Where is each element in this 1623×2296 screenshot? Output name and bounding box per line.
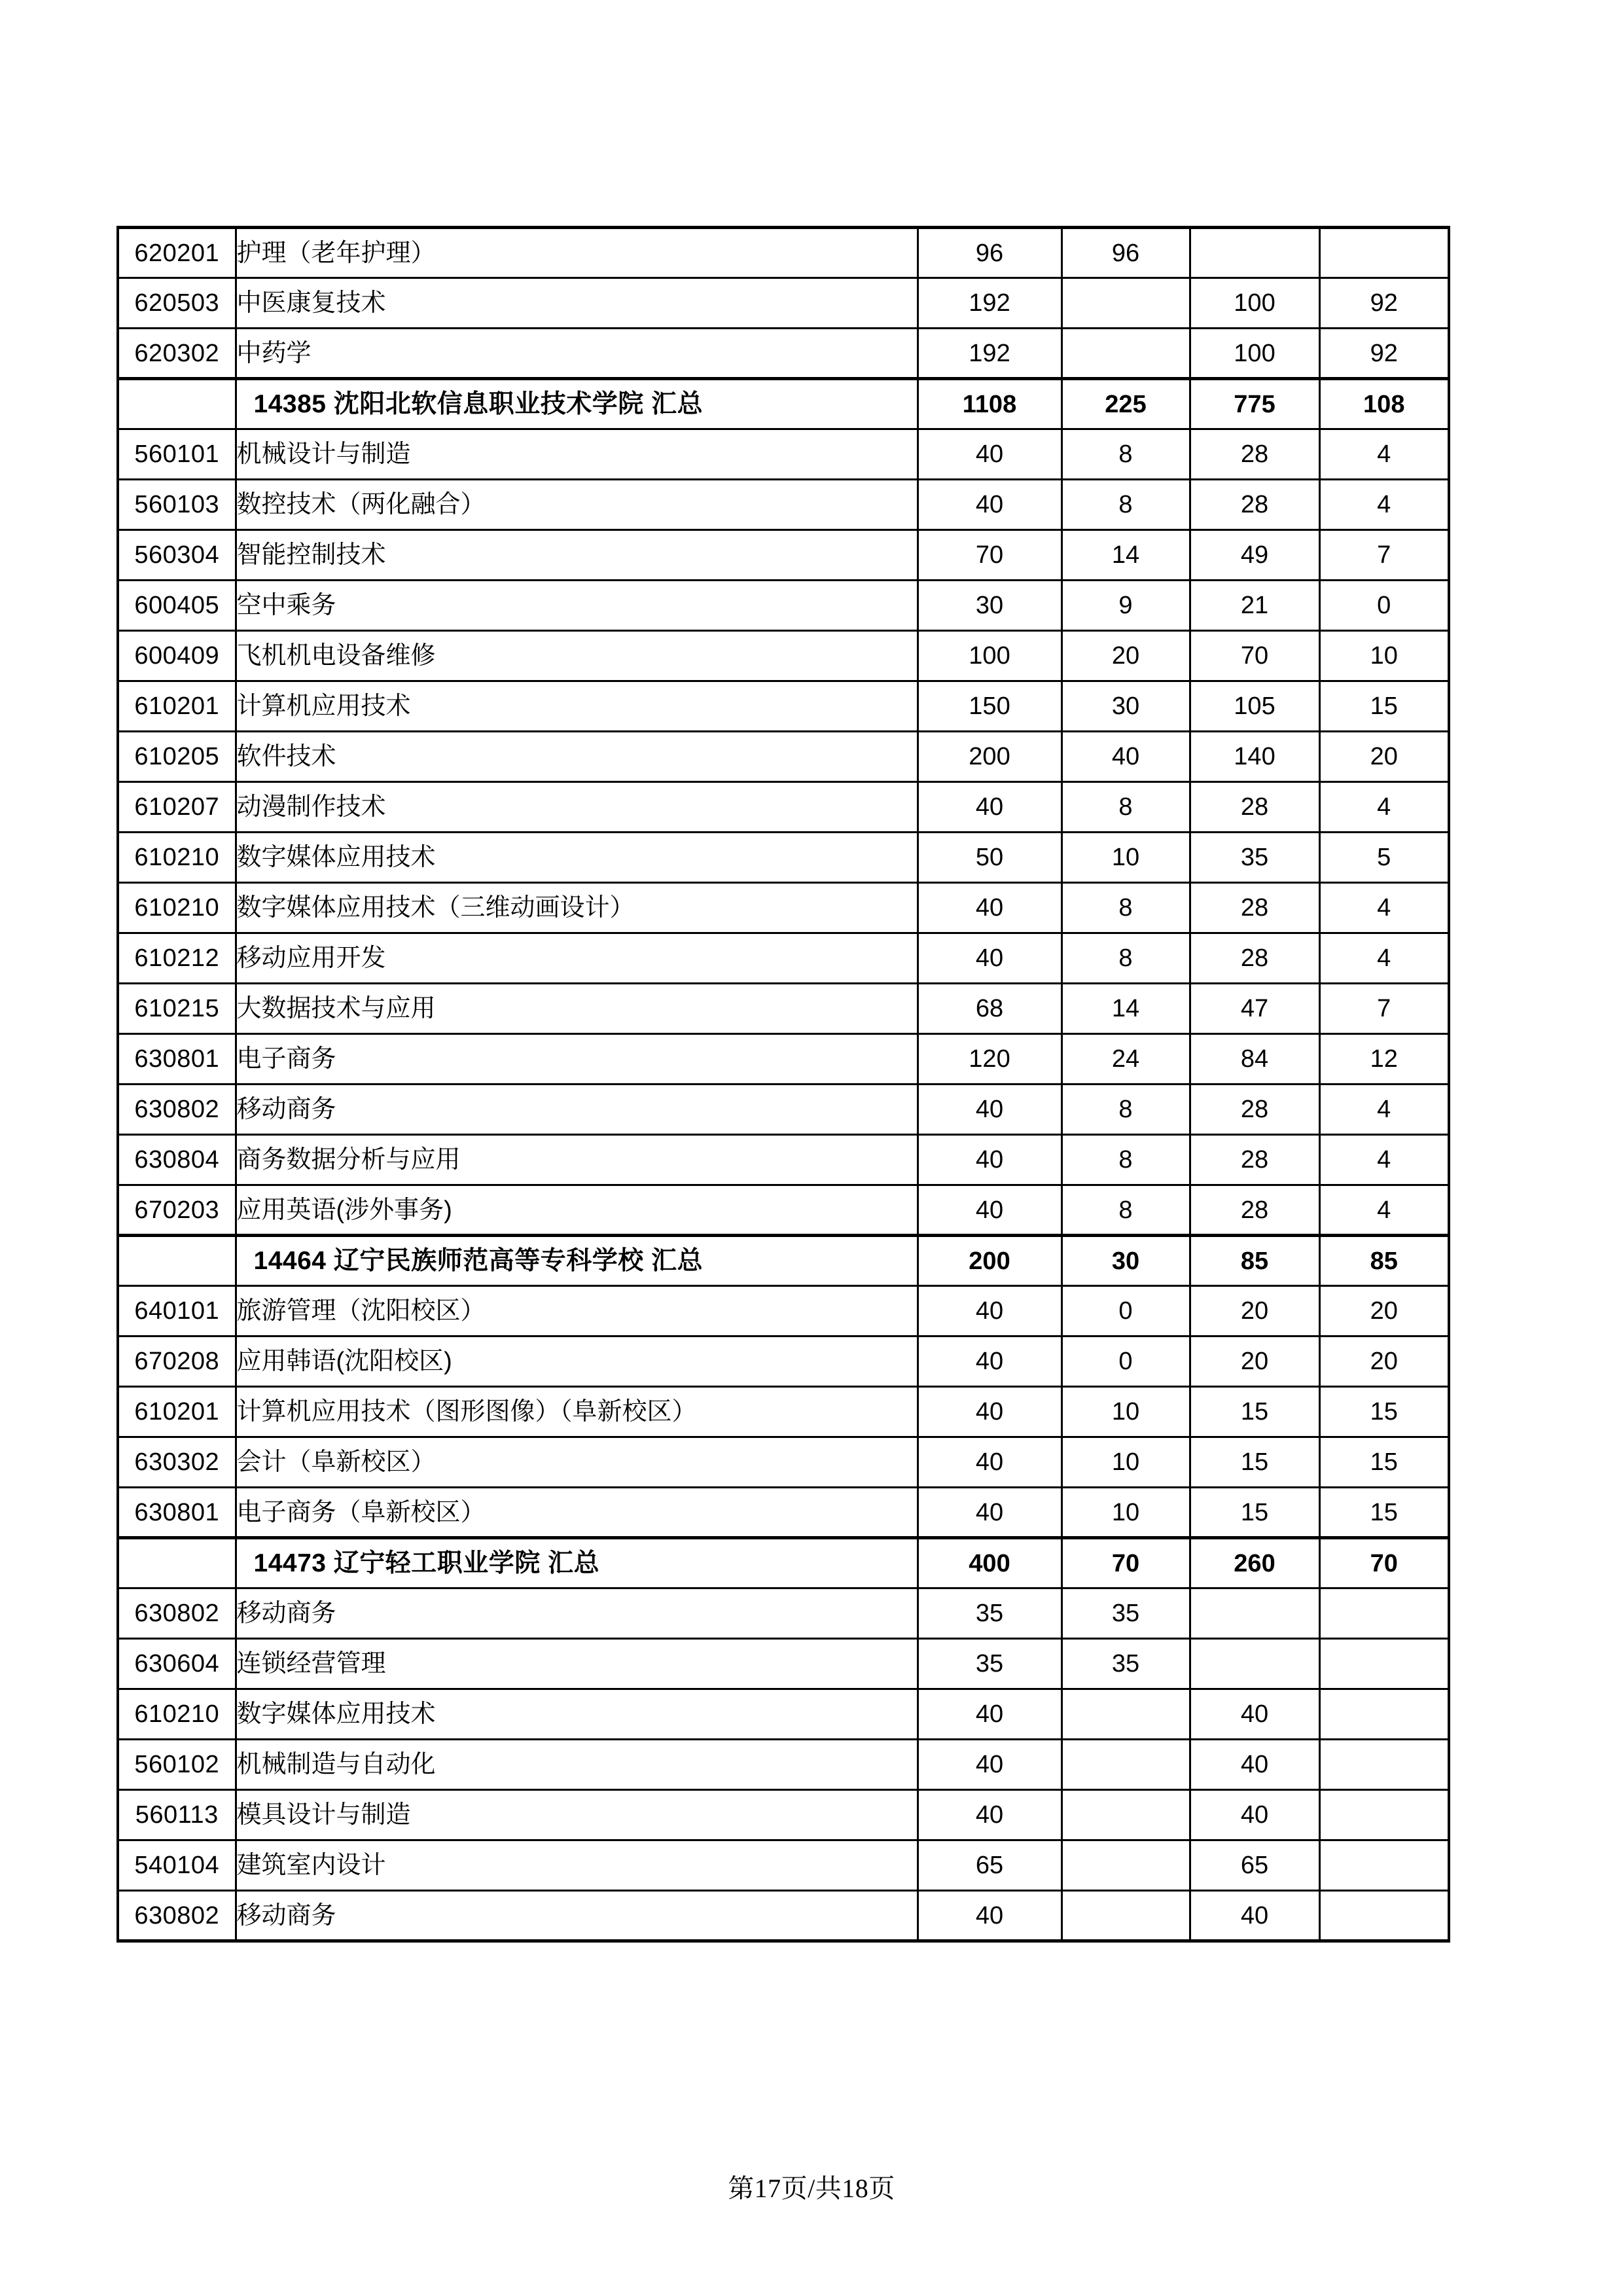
cell-quota-1: 10 (1061, 1488, 1190, 1538)
cell-quota-1: 8 (1061, 883, 1190, 933)
cell-quota-3: 85 (1319, 1236, 1449, 1286)
cell-major-name: 机械设计与制造 (236, 429, 918, 480)
cell-major-name: 移动应用开发 (236, 933, 918, 984)
cell-major-code: 620302 (118, 329, 236, 379)
cell-major-code: 630802 (118, 1588, 236, 1639)
cell-total: 40 (918, 480, 1061, 530)
cell-quota-2: 260 (1190, 1538, 1319, 1588)
cell-major-code: 630804 (118, 1135, 236, 1185)
cell-quota-2: 28 (1190, 933, 1319, 984)
cell-quota-3: 15 (1319, 1437, 1449, 1488)
cell-quota-1 (1061, 1790, 1190, 1840)
cell-quota-1: 8 (1061, 1085, 1190, 1135)
cell-major-name: 数字媒体应用技术 (236, 833, 918, 883)
enrollment-plan-table (116, 226, 1450, 1943)
cell-major-name: 应用英语(涉外事务) (236, 1185, 918, 1236)
cell-quota-1: 225 (1061, 379, 1190, 429)
cell-quota-3: 15 (1319, 1387, 1449, 1437)
table-row (118, 1286, 1449, 1336)
cell-total: 70 (918, 530, 1061, 581)
table-row (118, 1689, 1449, 1740)
cell-total: 120 (918, 1034, 1061, 1085)
cell-major-code: 540104 (118, 1840, 236, 1891)
cell-major-name: 中药学 (236, 329, 918, 379)
cell-total: 150 (918, 681, 1061, 732)
cell-major-name: 数字媒体应用技术（三维动画设计） (236, 883, 918, 933)
table-row-summary (118, 1538, 1449, 1588)
cell-major-name: 电子商务 (236, 1034, 918, 1085)
cell-total: 200 (918, 732, 1061, 782)
cell-major-name: 数控技术（两化融合） (236, 480, 918, 530)
cell-quota-1 (1061, 329, 1190, 379)
cell-quota-3 (1319, 1588, 1449, 1639)
cell-total: 35 (918, 1588, 1061, 1639)
cell-total: 40 (918, 883, 1061, 933)
table-row (118, 329, 1449, 379)
cell-major-code: 610201 (118, 1387, 236, 1437)
cell-quota-1 (1061, 1891, 1190, 1941)
cell-quota-1 (1061, 1840, 1190, 1891)
cell-major-name: 空中乘务 (236, 581, 918, 631)
table-row (118, 1740, 1449, 1790)
cell-quota-2: 70 (1190, 631, 1319, 681)
cell-major-name: 大数据技术与应用 (236, 984, 918, 1034)
cell-quota-2: 100 (1190, 278, 1319, 329)
cell-quota-2 (1190, 1588, 1319, 1639)
cell-quota-2: 40 (1190, 1740, 1319, 1790)
cell-total: 192 (918, 278, 1061, 329)
cell-quota-1: 35 (1061, 1639, 1190, 1689)
cell-major-name: 机械制造与自动化 (236, 1740, 918, 1790)
cell-quota-1: 8 (1061, 429, 1190, 480)
table-row (118, 883, 1449, 933)
cell-major-name: 商务数据分析与应用 (236, 1135, 918, 1185)
cell-total: 30 (918, 581, 1061, 631)
cell-quota-3: 5 (1319, 833, 1449, 883)
cell-major-code: 600405 (118, 581, 236, 631)
cell-quota-2 (1190, 1639, 1319, 1689)
cell-quota-2: 775 (1190, 379, 1319, 429)
cell-quota-2: 28 (1190, 1085, 1319, 1135)
cell-quota-2: 47 (1190, 984, 1319, 1034)
cell-total: 68 (918, 984, 1061, 1034)
cell-major-code: 630802 (134, 1901, 220, 1929)
cell-quota-1: 8 (1061, 1135, 1190, 1185)
cell-quota-3: 4 (1319, 480, 1449, 530)
cell-major-name: 模具设计与制造 (236, 1790, 918, 1840)
cell-quota-3: 7 (1319, 984, 1449, 1034)
table-row (118, 933, 1449, 984)
cell-major-name: 移动商务 (236, 1085, 918, 1135)
cell-total: 40 (918, 429, 1061, 480)
cell-major-code: 630801 (118, 1488, 236, 1538)
cell-quota-3 (1319, 1840, 1449, 1891)
table-row (118, 1840, 1449, 1891)
cell-quota-1: 20 (1061, 631, 1190, 681)
cell-quota-1: 0 (1061, 1286, 1190, 1336)
cell-quota-2: 40 (1190, 1689, 1319, 1740)
table-row (118, 1085, 1449, 1135)
cell-major-code: 620503 (118, 278, 236, 329)
cell-total: 400 (918, 1538, 1061, 1588)
cell-quota-2: 28 (1190, 429, 1319, 480)
table-row (118, 1588, 1449, 1639)
cell-quota-3 (1319, 1639, 1449, 1689)
cell-total: 40 (918, 933, 1061, 984)
table-row (118, 732, 1449, 782)
table-row (118, 833, 1449, 883)
cell-quota-3: 0 (1319, 581, 1449, 631)
cell-quota-1: 40 (1061, 732, 1190, 782)
cell-total: 40 (918, 1135, 1061, 1185)
cell-major-name: 中医康复技术 (236, 278, 918, 329)
cell-quota-3: 20 (1319, 732, 1449, 782)
cell-major-code: 670208 (118, 1336, 236, 1387)
cell-total: 40 (918, 1185, 1061, 1236)
cell-major-name: 14464 辽宁民族师范高等专科学校 汇总 (236, 1236, 918, 1286)
cell-quota-2: 28 (1190, 1185, 1319, 1236)
cell-quota-1: 8 (1061, 1185, 1190, 1236)
cell-quota-3: 4 (1319, 1085, 1449, 1135)
cell-major-code: 610205 (118, 732, 236, 782)
cell-major-code: 630801 (118, 1034, 236, 1085)
cell-quota-3 (1319, 1790, 1449, 1840)
cell-quota-3: 7 (1319, 530, 1449, 581)
cell-quota-2: 15 (1190, 1488, 1319, 1538)
cell-quota-3: 4 (1319, 429, 1449, 480)
table-row (118, 782, 1449, 833)
cell-total: 40 (918, 782, 1061, 833)
cell-total: 50 (918, 833, 1061, 883)
cell-major-name: 会计（阜新校区） (236, 1437, 918, 1488)
cell-quota-1: 70 (1061, 1538, 1190, 1588)
cell-major-code: 560101 (118, 429, 236, 480)
table-row (118, 1135, 1449, 1185)
cell-total: 100 (918, 631, 1061, 681)
cell-quota-2: 21 (1190, 581, 1319, 631)
cell-quota-1: 9 (1061, 581, 1190, 631)
cell-major-name: 移动商务 (236, 1588, 918, 1639)
cell-major-code: 670203 (118, 1185, 236, 1236)
cell-major-code (118, 1538, 236, 1588)
cell-quota-3: 4 (1319, 883, 1449, 933)
table-row (118, 1790, 1449, 1840)
cell-quota-1: 0 (1061, 1336, 1190, 1387)
table-row-summary (118, 1236, 1449, 1286)
table-row (118, 1185, 1449, 1236)
cell-quota-1 (1061, 1689, 1190, 1740)
cell-quota-3: 12 (1319, 1034, 1449, 1085)
cell-total: 40 (918, 1437, 1061, 1488)
cell-major-name: 计算机应用技术（图形图像）（阜新校区） (236, 1387, 918, 1437)
cell-major-name: 连锁经营管理 (236, 1639, 918, 1689)
cell-quota-3: 4 (1319, 1185, 1449, 1236)
table-row (118, 1639, 1449, 1689)
cell-total: 40 (918, 1740, 1061, 1790)
cell-quota-1: 10 (1061, 833, 1190, 883)
cell-major-code: 630802 (118, 1085, 236, 1135)
cell-major-code: 600409 (118, 631, 236, 681)
cell-major-code: 610210 (118, 1689, 236, 1740)
cell-quota-3: 15 (1319, 681, 1449, 732)
cell-quota-1 (1061, 278, 1190, 329)
cell-major-code: 620201 (118, 228, 236, 278)
cell-quota-2: 65 (1190, 1840, 1319, 1891)
cell-quota-1: 8 (1061, 933, 1190, 984)
cell-quota-3 (1319, 1891, 1449, 1941)
cell-total: 35 (918, 1639, 1061, 1689)
cell-total: 40 (918, 1286, 1061, 1336)
cell-quota-2: 28 (1190, 1135, 1319, 1185)
cell-quota-2: 28 (1190, 480, 1319, 530)
cell-quota-3: 4 (1319, 933, 1449, 984)
table-row (118, 429, 1449, 480)
table-row (118, 278, 1449, 329)
cell-quota-2: 28 (1190, 883, 1319, 933)
table-row (118, 228, 1449, 278)
cell-quota-1: 14 (1061, 530, 1190, 581)
cell-total: 40 (918, 1336, 1061, 1387)
cell-quota-2 (1190, 228, 1319, 278)
cell-major-name: 护理（老年护理） (236, 228, 918, 278)
cell-quota-3: 15 (1319, 1488, 1449, 1538)
cell-quota-3 (1319, 1689, 1449, 1740)
cell-major-code: 610210 (118, 883, 236, 933)
cell-total: 1108 (918, 379, 1061, 429)
cell-major-code (118, 379, 236, 429)
cell-quota-3: 108 (1319, 379, 1449, 429)
cell-quota-3: 20 (1319, 1286, 1449, 1336)
cell-quota-3: 92 (1319, 329, 1449, 379)
cell-major-name: 动漫制作技术 (236, 782, 918, 833)
cell-major-code: 640101 (118, 1286, 236, 1336)
table-row (118, 1034, 1449, 1085)
cell-quota-2: 20 (1190, 1286, 1319, 1336)
cell-quota-3: 70 (1319, 1538, 1449, 1588)
cell-quota-2: 49 (1190, 530, 1319, 581)
cell-major-code: 610207 (118, 782, 236, 833)
cell-quota-1: 8 (1061, 480, 1190, 530)
table-body (118, 228, 1449, 1941)
cell-quota-1: 8 (1061, 782, 1190, 833)
cell-quota-3: 4 (1319, 782, 1449, 833)
cell-major-code: 610212 (118, 933, 236, 984)
table-row (118, 984, 1449, 1034)
cell-quota-1: 10 (1061, 1437, 1190, 1488)
cell-total: 96 (918, 228, 1061, 278)
cell-quota-1: 96 (1061, 228, 1190, 278)
cell-total: 65 (918, 1840, 1061, 1891)
cell-quota-3: 10 (1319, 631, 1449, 681)
cell-major-code: 630302 (118, 1437, 236, 1488)
cell-major-name: 电子商务（阜新校区） (236, 1488, 918, 1538)
cell-quota-2: 28 (1190, 782, 1319, 833)
cell-quota-2: 140 (1190, 732, 1319, 782)
cell-quota-2: 15 (1190, 1437, 1319, 1488)
cell-major-name: 计算机应用技术 (236, 681, 918, 732)
cell-quota-1: 35 (1061, 1588, 1190, 1639)
cell-major-name: 移动商务 (236, 1891, 918, 1941)
cell-major-name: 应用韩语(沈阳校区) (236, 1336, 918, 1387)
table-row (118, 1336, 1449, 1387)
cell-major-name: 软件技术 (236, 732, 918, 782)
cell-major-code: 610210 (118, 833, 236, 883)
table-row (118, 631, 1449, 681)
cell-total: 192 (918, 329, 1061, 379)
cell-total: 40 (918, 1387, 1061, 1437)
cell-major-name: 14385 沈阳北软信息职业技术学院 汇总 (236, 379, 918, 429)
table-row (118, 581, 1449, 631)
cell-quota-1: 30 (1061, 1236, 1190, 1286)
cell-major-name: 数字媒体应用技术 (236, 1689, 918, 1740)
cell-quota-2: 85 (1190, 1236, 1319, 1286)
cell-quota-1: 30 (1061, 681, 1190, 732)
cell-major-code: 610201 (118, 681, 236, 732)
cell-quota-2: 15 (1190, 1387, 1319, 1437)
cell-quota-1: 14 (1061, 984, 1190, 1034)
enrollment-plan-table-wrapper (116, 226, 1448, 1943)
cell-total: 200 (918, 1236, 1061, 1286)
cell-major-code: 560304 (118, 530, 236, 581)
table-row (118, 1488, 1449, 1538)
cell-quota-3: 4 (1319, 1135, 1449, 1185)
cell-quota-3 (1319, 228, 1449, 278)
cell-major-code: 560102 (118, 1740, 236, 1790)
page-footer: 第17页/共18页 (728, 2174, 895, 2203)
cell-major-name: 14473 辽宁轻工职业学院 汇总 (236, 1538, 918, 1588)
cell-quota-2: 40 (1190, 1790, 1319, 1840)
cell-quota-1: 24 (1061, 1034, 1190, 1085)
cell-major-name: 飞机机电设备维修 (236, 631, 918, 681)
table-row (118, 1891, 1449, 1941)
cell-total: 40 (918, 1085, 1061, 1135)
cell-major-name: 智能控制技术 (236, 530, 918, 581)
cell-quota-2: 105 (1190, 681, 1319, 732)
cell-major-code: 560113 (118, 1790, 236, 1840)
cell-total: 40 (918, 1689, 1061, 1740)
cell-quota-2: 84 (1190, 1034, 1319, 1085)
cell-quota-1 (1061, 1740, 1190, 1790)
cell-quota-2: 40 (1190, 1891, 1319, 1941)
cell-major-code: 610215 (118, 984, 236, 1034)
table-row (118, 1387, 1449, 1437)
table-row (118, 480, 1449, 530)
cell-total: 40 (918, 1790, 1061, 1840)
cell-quota-2: 100 (1190, 329, 1319, 379)
cell-major-code: 630604 (118, 1639, 236, 1689)
cell-total: 40 (918, 1488, 1061, 1538)
cell-quota-2: 20 (1190, 1336, 1319, 1387)
table-row (118, 530, 1449, 581)
cell-quota-3: 92 (1319, 278, 1449, 329)
cell-quota-3: 20 (1319, 1336, 1449, 1387)
cell-major-name: 旅游管理（沈阳校区） (236, 1286, 918, 1336)
cell-quota-2: 35 (1190, 833, 1319, 883)
cell-total: 40 (918, 1891, 1061, 1941)
cell-major-code: 560103 (118, 480, 236, 530)
table-row (118, 1437, 1449, 1488)
table-row (118, 681, 1449, 732)
cell-quota-3 (1319, 1740, 1449, 1790)
table-row-summary (118, 379, 1449, 429)
cell-major-code (118, 1236, 236, 1286)
cell-quota-1: 10 (1061, 1387, 1190, 1437)
cell-major-name: 建筑室内设计 (236, 1840, 918, 1891)
